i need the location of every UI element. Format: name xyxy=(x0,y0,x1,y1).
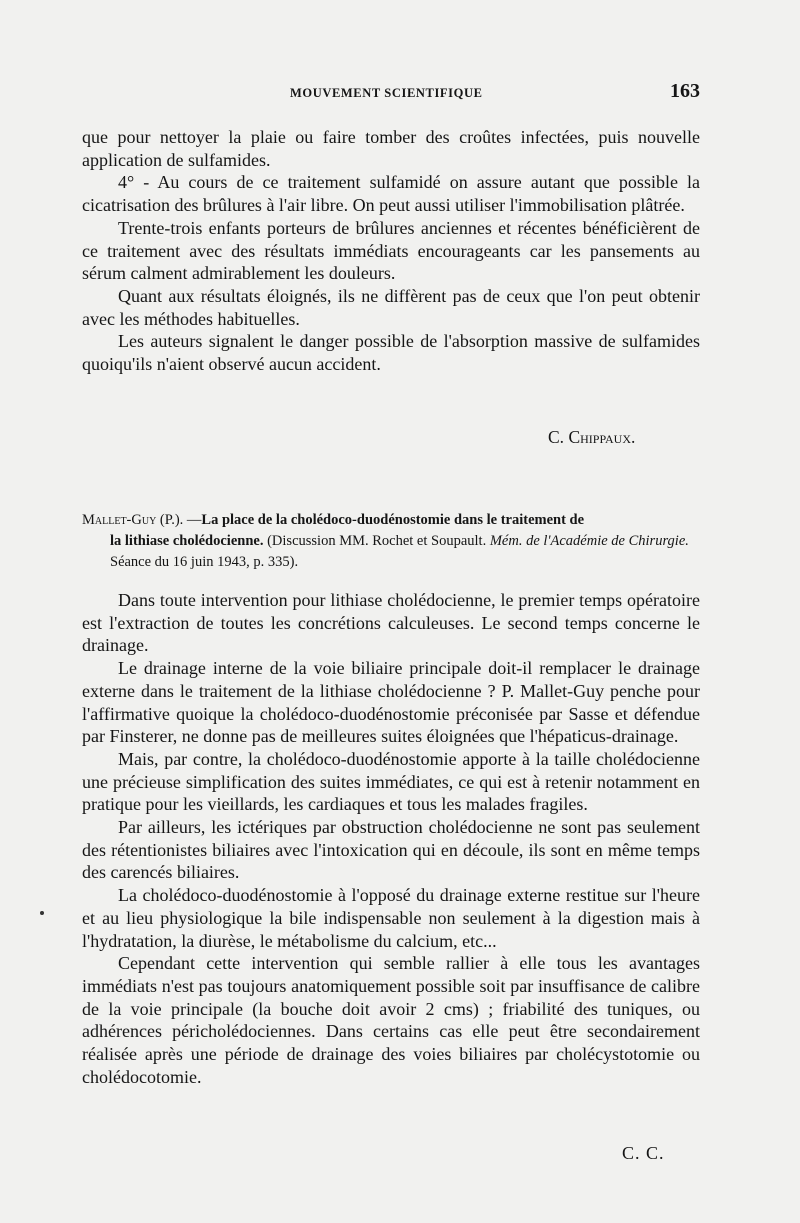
reference-journal: Mém. de l'Académie de Chirurgie. xyxy=(489,533,689,549)
signature-name: Chippaux. xyxy=(568,427,636,447)
reference-title-part2: la lithiase cholédocienne. xyxy=(110,533,264,549)
article-continuation xyxy=(82,126,700,376)
paragraph: Cependant cette intervention qui semble rallier à elle tous les avantages immédiats n'est pas toujours anatomiquement possible soit par insuffisance de calibre de la voie principale (la bouche doit avoir 2 cms) ; friabilité des tuniques, ou adhérences péricholédociennes. Dans certains cas elle peut être secondairement réalisée après une période de drainage des voies biliaires par cholécystotomie ou cholédocotomie. xyxy=(82,953,700,1087)
paragraph: Mais, par contre, la cholédoco-duodénostomie apporte à la taille cholédocienne une précieuse simplification des suites immédiates, ce qui est à retenir notamment en pratique pour les vieillards, les cardiaques et tous les malades fragiles. xyxy=(82,748,700,815)
page-header xyxy=(82,80,700,108)
reference-title-part1: La place de la cholédoco-duodénostomie dans le traitement de xyxy=(201,512,585,528)
signature-chippaux xyxy=(548,427,635,448)
paragraph: La cholédoco-duodénostomie à l'opposé du drainage externe restitue sur l'heure et au lieu physiologique la bile indispensable non seulement à la digestion mais à l'hydratation, la diurèse, le métabolisme du calcium, etc... xyxy=(82,885,700,951)
review-body xyxy=(82,589,700,1088)
running-head: MOUVEMENT SCIENTIFIQUE xyxy=(290,86,483,100)
page-number: 163 xyxy=(670,80,700,102)
reference-author-initial: (P.). xyxy=(159,512,184,528)
signature-initials: C. C. xyxy=(622,1143,665,1163)
paragraph: 4° - Au cours de ce traitement sulfamidé on assure autant que possible la cicatrisation des brûlures à l'air libre. On peut aussi utiliser l'immobilisation plâtrée. xyxy=(82,172,700,216)
paragraph: Les auteurs signalent le danger possible de l'absorption massive de sulfamides quoiqu'ils n'aient observé aucun accident. xyxy=(82,331,700,375)
signature-initial: C. xyxy=(548,427,565,447)
reference-session: Séance du 16 juin 1943, p. 335). xyxy=(110,554,299,570)
paragraph: Le drainage interne de la voie biliaire principale doit-il remplacer le drainage externe dans le traitement de la lithiase cholédocienne ? P. Mallet-Guy penche pour l'affirmative quoique la cholédoco-duodénostomie préconisée par Sasse et défendue par Finsterer, ne donne pas de meilleures suites éloignées que l'hépaticus-drainage. xyxy=(82,658,700,747)
margin-dot xyxy=(40,911,44,915)
paragraph: Quant aux résultats éloignés, ils ne diffèrent pas de ceux que l'on peut obtenir avec les méthodes habituelles. xyxy=(82,285,700,329)
paragraph: Trente-trois enfants porteurs de brûlures anciennes et récentes bénéficièrent de ce traitement avec des résultats immédiats encourageants car les pansements au sérum calment admirablement les douleurs. xyxy=(82,217,700,284)
reference-author: Mallet-Guy xyxy=(82,512,157,528)
reference-discussion: (Discussion MM. Rochet et Soupault. xyxy=(267,533,487,549)
reference-line-2 xyxy=(82,531,700,573)
paragraph: Dans toute intervention pour lithiase cholédocienne, le premier temps opératoire est l'extraction de toutes les concrétions calculeuses. Le second temps concerne le drainage. xyxy=(82,590,700,656)
reference-dash: — xyxy=(186,512,202,528)
reference-line-1 xyxy=(82,510,700,531)
paragraph: que pour nettoyer la plaie ou faire tomber des croûtes infectées, puis nouvelle application de sulfamides. xyxy=(82,127,700,170)
bibliographic-reference xyxy=(82,510,700,573)
paragraph: Par ailleurs, les ictériques par obstruction cholédocienne ne sont pas seulement des rétentionistes biliaires avec l'intoxication qui en découle, ils sont en même temps des carencés biliaires. xyxy=(82,817,700,883)
